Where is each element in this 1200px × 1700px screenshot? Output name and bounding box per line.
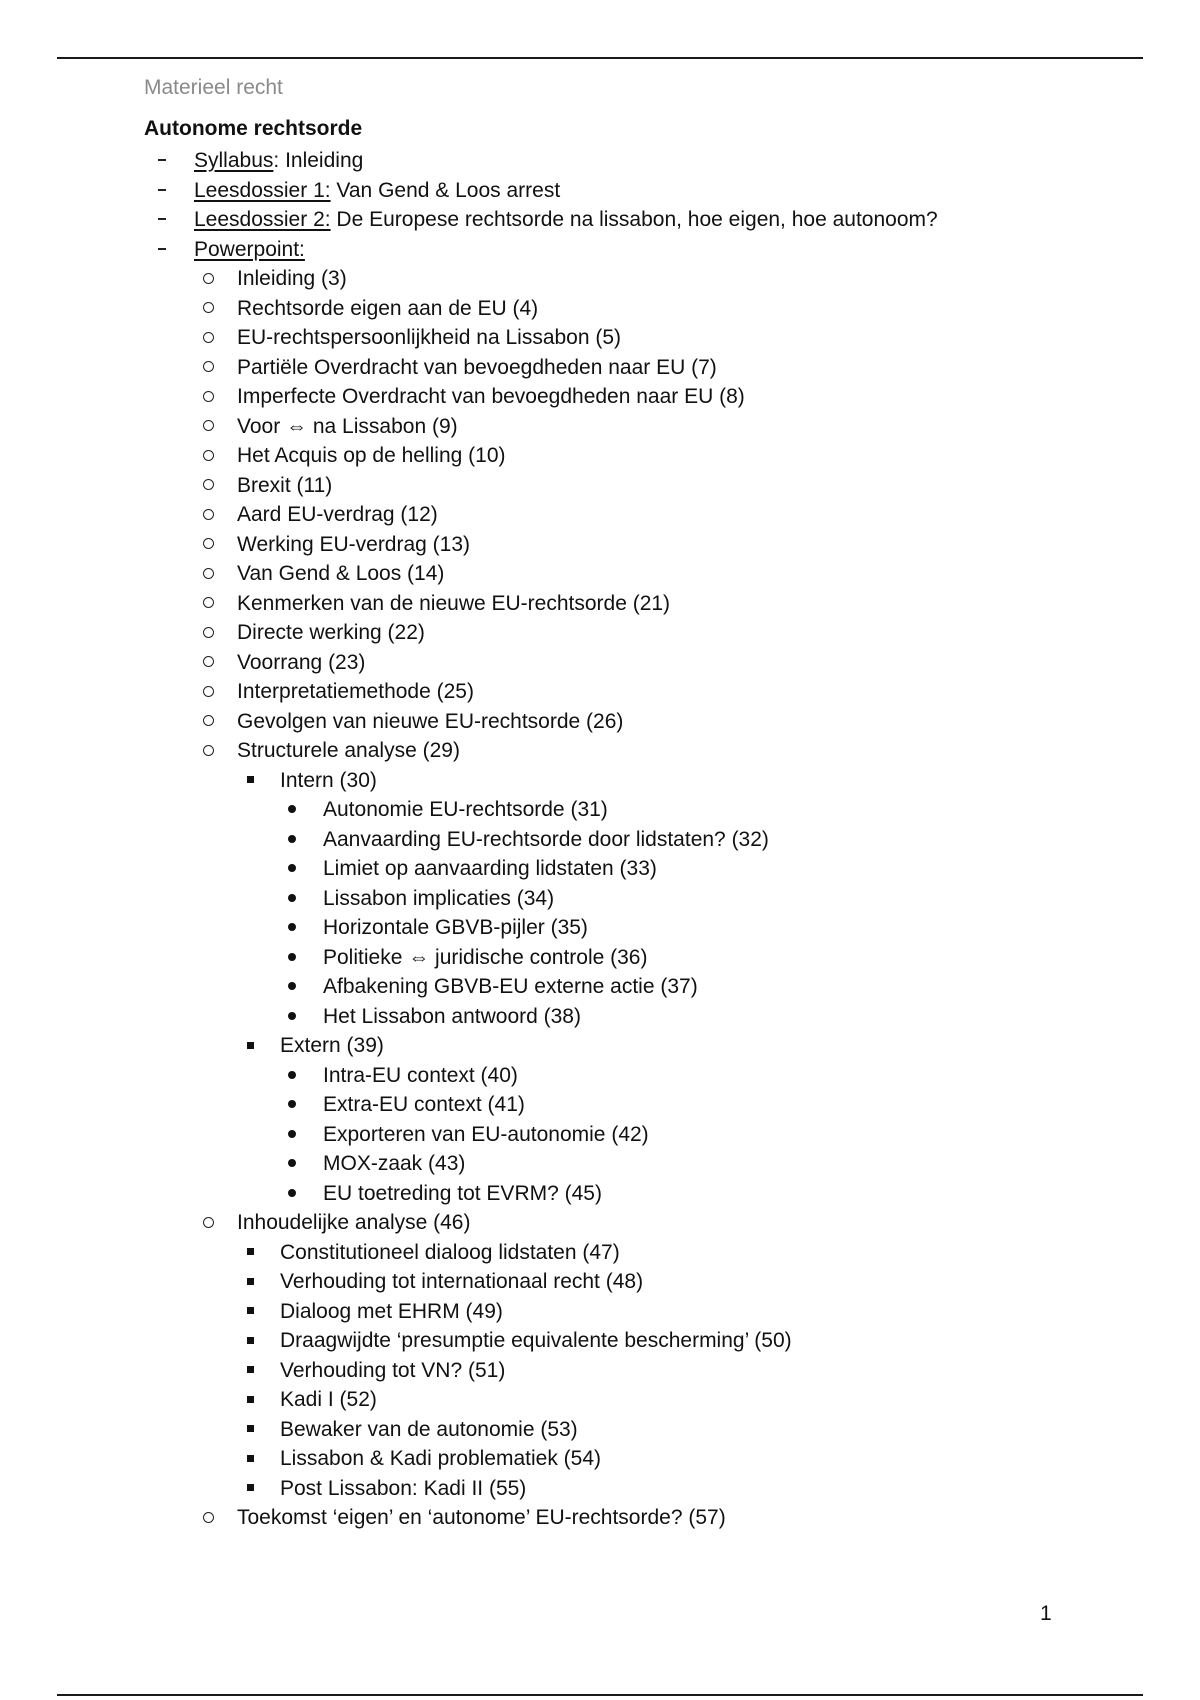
dot-bullet-icon	[285, 1179, 299, 1209]
source-label: Leesdossier 1:	[194, 178, 331, 202]
list-item: EU-rechtspersoonlijkheid na Lissabon (5)	[0, 323, 1200, 353]
list-item: Extern (39)	[0, 1031, 1200, 1061]
list-item: Voor ⇔ na Lissabon (9)	[0, 412, 1200, 442]
list-item: Het Acquis op de helling (10)	[0, 441, 1200, 471]
circle-bullet-icon	[200, 530, 216, 560]
dot-bullet-icon	[285, 1090, 299, 1120]
source-label: Syllabus	[194, 149, 274, 172]
list-item: Kenmerken van de nieuwe EU-rechtsorde (21)	[0, 589, 1200, 619]
source-item	[0, 176, 1200, 206]
list-item: Kadi I (52)	[0, 1385, 1200, 1415]
dot-bullet-icon	[285, 795, 299, 825]
circle-bullet-icon	[200, 471, 216, 501]
dot-bullet-icon	[285, 1061, 299, 1091]
square-bullet-icon	[244, 1385, 256, 1415]
list-item: Aanvaarding EU-rechtsorde door lidstaten? (32)	[0, 825, 1200, 855]
list-item: Intern (30)	[0, 766, 1200, 796]
source-text: Inleiding	[279, 149, 364, 172]
list-item: Limiet op aanvaarding lidstaten (33)	[0, 854, 1200, 884]
source-label: Powerpoint:	[194, 237, 305, 261]
circle-bullet-icon	[200, 589, 216, 619]
list-item: Gevolgen van nieuwe EU-rechtsorde (26)	[0, 707, 1200, 737]
circle-bullet-icon	[200, 412, 216, 442]
bottom-rule	[57, 1694, 1143, 1696]
list-item: Inhoudelijke analyse (46)	[0, 1208, 1200, 1238]
dot-bullet-icon	[285, 972, 299, 1002]
dot-bullet-icon	[285, 1120, 299, 1150]
circle-bullet-icon	[200, 736, 216, 766]
square-bullet-icon	[244, 1356, 256, 1386]
dot-bullet-icon	[285, 943, 299, 973]
list-item: Post Lissabon: Kadi II (55)	[0, 1474, 1200, 1504]
top-rule	[57, 57, 1143, 59]
list-item: Lissabon implicaties (34)	[0, 884, 1200, 914]
square-bullet-icon	[244, 1297, 256, 1327]
square-bullet-icon	[244, 1415, 256, 1445]
circle-bullet-icon	[200, 648, 216, 678]
dot-bullet-icon	[285, 1002, 299, 1032]
circle-bullet-icon	[200, 382, 216, 412]
list-item: Toekomst ‘eigen’ en ‘autonome’ EU-rechtsorde? (57)	[0, 1503, 1200, 1533]
list-item: Structurele analyse (29)	[0, 736, 1200, 766]
list-item: Imperfecte Overdracht van bevoegdheden naar EU (8)	[0, 382, 1200, 412]
list-item: Dialoog met EHRM (49)	[0, 1297, 1200, 1327]
dash-bullet-icon	[156, 235, 168, 265]
list-item: Bewaker van de autonomie (53)	[0, 1415, 1200, 1445]
list-item: Intra-EU context (40)	[0, 1061, 1200, 1091]
list-item: Van Gend & Loos (14)	[0, 559, 1200, 589]
dash-bullet-icon	[156, 146, 168, 176]
section-title: Autonome rechtsorde	[144, 117, 363, 140]
square-bullet-icon	[244, 1238, 256, 1268]
list-item: Voorrang (23)	[0, 648, 1200, 678]
dot-bullet-icon	[285, 913, 299, 943]
dot-bullet-icon	[285, 854, 299, 884]
square-bullet-icon	[244, 1031, 256, 1061]
page-number: 1	[1040, 1602, 1052, 1625]
dot-bullet-icon	[285, 884, 299, 914]
outline	[0, 146, 1200, 1533]
list-item: Het Lissabon antwoord (38)	[0, 1002, 1200, 1032]
circle-bullet-icon	[200, 264, 216, 294]
list-item: EU toetreding tot EVRM? (45)	[0, 1179, 1200, 1209]
square-bullet-icon	[244, 1326, 256, 1356]
square-bullet-icon	[244, 766, 256, 796]
list-item: Exporteren van EU-autonomie (42)	[0, 1120, 1200, 1150]
dot-bullet-icon	[285, 825, 299, 855]
list-item: MOX-zaak (43)	[0, 1149, 1200, 1179]
list-item: Partiële Overdracht van bevoegdheden naar EU (7)	[0, 353, 1200, 383]
circle-bullet-icon	[200, 618, 216, 648]
list-item: Verhouding tot VN? (51)	[0, 1356, 1200, 1386]
circle-bullet-icon	[200, 353, 216, 383]
list-item: Inleiding (3)	[0, 264, 1200, 294]
dash-bullet-icon	[156, 176, 168, 206]
list-item: Aard EU-verdrag (12)	[0, 500, 1200, 530]
list-item: Afbakening GBVB-EU externe actie (37)	[0, 972, 1200, 1002]
list-item: Rechtsorde eigen aan de EU (4)	[0, 294, 1200, 324]
list-item: Werking EU-verdrag (13)	[0, 530, 1200, 560]
square-bullet-icon	[244, 1267, 256, 1297]
circle-bullet-icon	[200, 559, 216, 589]
circle-bullet-icon	[200, 707, 216, 737]
source-label: Leesdossier 2:	[194, 208, 331, 231]
list-item: Directe werking (22)	[0, 618, 1200, 648]
source-text: De Europese rechtsorde na lissabon, hoe eigen, hoe autonoom?	[330, 208, 938, 231]
list-item: Draagwijdte ‘presumptie equivalente bescherming’ (50)	[0, 1326, 1200, 1356]
circle-bullet-icon	[200, 677, 216, 707]
list-item: Politieke ⇔ juridische controle (36)	[0, 943, 1200, 973]
square-bullet-icon	[244, 1444, 256, 1474]
circle-bullet-icon	[200, 323, 216, 353]
dot-bullet-icon	[285, 1149, 299, 1179]
list-item: Interpretatiemethode (25)	[0, 677, 1200, 707]
list-item: Autonomie EU-rechtsorde (31)	[0, 795, 1200, 825]
list-item: Verhouding tot internationaal recht (48)	[0, 1267, 1200, 1297]
circle-bullet-icon	[200, 1208, 216, 1238]
source-item	[0, 205, 1200, 235]
source-text: Van Gend & Loos arrest	[330, 178, 561, 202]
circle-bullet-icon	[200, 500, 216, 530]
source-item	[0, 235, 1200, 265]
source-item: Syllabus: Inleiding	[0, 146, 1200, 176]
list-item: Extra-EU context (41)	[0, 1090, 1200, 1120]
circle-bullet-icon	[200, 294, 216, 324]
list-item: Brexit (11)	[0, 471, 1200, 501]
list-item: Lissabon & Kadi problematiek (54)	[0, 1444, 1200, 1474]
dash-bullet-icon	[156, 205, 168, 235]
list-item: Constitutioneel dialoog lidstaten (47)	[0, 1238, 1200, 1268]
header-note: Materieel recht	[144, 76, 283, 99]
circle-bullet-icon	[200, 441, 216, 471]
list-item: Horizontale GBVB-pijler (35)	[0, 913, 1200, 943]
circle-bullet-icon	[200, 1503, 216, 1533]
square-bullet-icon	[244, 1474, 256, 1504]
